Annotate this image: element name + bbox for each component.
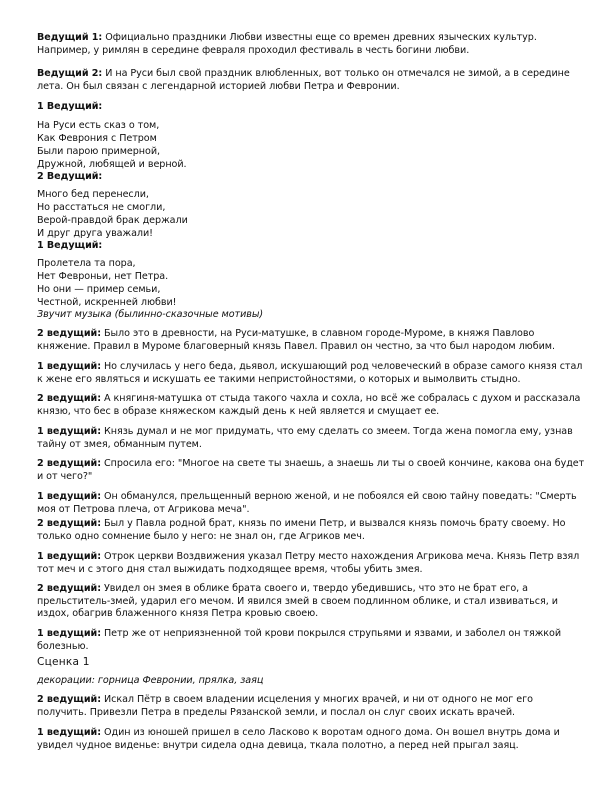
speaker-label: 2 ведущий: (37, 518, 101, 529)
paragraph (37, 101, 585, 114)
paragraph-text: Официально праздники Любви известны еще со времен древних языческих культур. Например, у римлян в середине февраля проходил фестиваль в честь богини любви. (37, 32, 537, 56)
verse-line: Были парою примерной, (37, 145, 161, 157)
speaker-label: 2 ведущий: (37, 458, 101, 469)
stage-direction: декорации: горница Февронии, прялка, заяц (37, 675, 264, 686)
stage-direction: Звучит музыка (былинно-сказочные мотивы) (37, 309, 264, 320)
paragraph-text: Спросила его: "Многое на свете ты знаешь, а знаешь ли ты о своей кончине, какова она будет и от чего?" (37, 458, 585, 482)
paragraph (37, 68, 585, 93)
paragraph (37, 361, 585, 386)
verse-line: Много бед перенесли, (37, 189, 149, 200)
verse-line: Как Феврония с Петром (37, 132, 157, 144)
speaker-label: 2 ведущий: (37, 694, 101, 705)
paragraph-text: Один из юношей пришел в село Ласково к воротам одного дома. Он вошел внутрь дома и увидел чудное виденье: внутри сидела одна девица, ткала полотно, а перед ней прыгал заяц. (37, 727, 560, 751)
speaker-label: 1 Ведущий: (37, 240, 103, 251)
scene-heading: Сценка 1 (37, 656, 90, 668)
paragraph-text: Отрок церкви Воздвижения указал Петру место нахождения Агрикова меча. Князь Петр взял тот меч и с этого дня стал выжидать подходящее время, чтобы убить змея. (37, 551, 580, 575)
verse-line: Нет Февроньи, нет Петра. (37, 270, 169, 282)
verse-stanza (37, 258, 585, 310)
paragraph-text: Он обманулся, прельщенный верною женой, и не побоялся ей свою тайну поведать: "Смерть моя от Петрова плеча, от Агрикова меча". (37, 491, 577, 515)
paragraph (37, 328, 585, 353)
speaker-label: 2 ведущий: (37, 583, 101, 594)
paragraph (37, 694, 585, 719)
paragraph (37, 240, 585, 253)
paragraph (37, 393, 585, 418)
speaker-label: 1 ведущий: (37, 628, 101, 639)
speaker-label: 1 ведущий: (37, 361, 101, 372)
paragraph (37, 32, 585, 57)
paragraph-text: Было это в древности, на Руси-матушке, в славном городе-Муроме, в княжя Павлово княжение. Правил в Муроме благоверный князь Павел. Правил он честно, за что был народом любим. (37, 328, 555, 352)
verse-line: Но они — пример семьи, (37, 283, 161, 295)
speaker-label: 2 ведущий: (37, 328, 101, 339)
paragraph-text: Князь думал и не мог придумать, что ему сделать со змеем. Тогда жена помогла ему, узнав тайну от змея, обманным путем. (37, 426, 573, 450)
speaker-label: 2 Ведущий: (37, 171, 103, 182)
paragraph-text: И на Руси был свой праздник влюбленных, вот только он отмечался не зимой, а в середине лета. Он был связан с легендарной историей любви Петра и Февронии. (37, 68, 570, 92)
verse-line: Честной, искренней любви! (37, 296, 177, 308)
speaker-label: 1 ведущий: (37, 551, 101, 562)
paragraph (37, 171, 585, 184)
speaker-label: 2 ведущий: (37, 393, 101, 404)
verse-line: Пролетела та пора, (37, 258, 136, 269)
paragraph (37, 628, 585, 653)
verse-line: Верой-правдой брак держали (37, 214, 188, 226)
speaker-label: Ведущий 1: (37, 32, 103, 43)
verse-line: На Руси есть сказ о том, (37, 120, 160, 131)
verse-stanza (37, 120, 585, 172)
paragraph-text: А княгиня-матушка от стыда такого чахла и сохла, но всё же собралась с духом и рассказала князю, что бес в образе княжеском каждый день к ней является и смущает ее. (37, 393, 581, 417)
speaker-label: 1 ведущий: (37, 426, 101, 437)
verse-line: Но расстаться не смогли, (37, 201, 166, 213)
paragraph (37, 491, 585, 516)
verse-line: Дружной, любящей и верной. (37, 158, 187, 170)
paragraph (37, 583, 585, 621)
verse-stanza (37, 189, 585, 241)
paragraph-text: Искал Пётр в своем владении исцеления у многих врачей, и ни от одного не мог его получить. Привезли Петра в пределы Рязанской земли, и послал он слуг своих искать врачей. (37, 694, 533, 718)
speaker-label: 1 ведущий: (37, 727, 101, 738)
speaker-label: 1 Ведущий: (37, 101, 103, 112)
verse-line: И друг друга уважали! (37, 227, 153, 239)
paragraph (37, 551, 585, 576)
paragraph-text: Петр же от неприязненной той крови покрылся струпьями и язвами, и заболел он тяжкой болезнью. (37, 628, 562, 652)
paragraph-text: Был у Павла родной брат, князь по имени Петр, и вызвался князь помочь брату своему. Но только одно сомнение было у него: не знал он, где Агриков меч. (37, 518, 566, 542)
paragraph (37, 426, 585, 451)
paragraph-text: Увидел он змея в облике брата своего и, твердо убедившись, что это не брат его, а прельститель-змей, ударил его мечом. И явился змей в своем подлинном облике, и стал извиваться, и издох, обагрив блаженного князя Петра кровью своею. (37, 583, 558, 620)
paragraph (37, 518, 585, 543)
speaker-label: 1 ведущий: (37, 491, 101, 502)
paragraph (37, 458, 585, 483)
paragraph-text: Но случилась у него беда, дьявол, искушающий род человеческий в образе самого князя стал к жене его являться и искушать ее такими непристойностями, о которых и вымолвить стыдно. (37, 361, 583, 385)
paragraph (37, 727, 585, 752)
speaker-label: Ведущий 2: (37, 68, 103, 79)
